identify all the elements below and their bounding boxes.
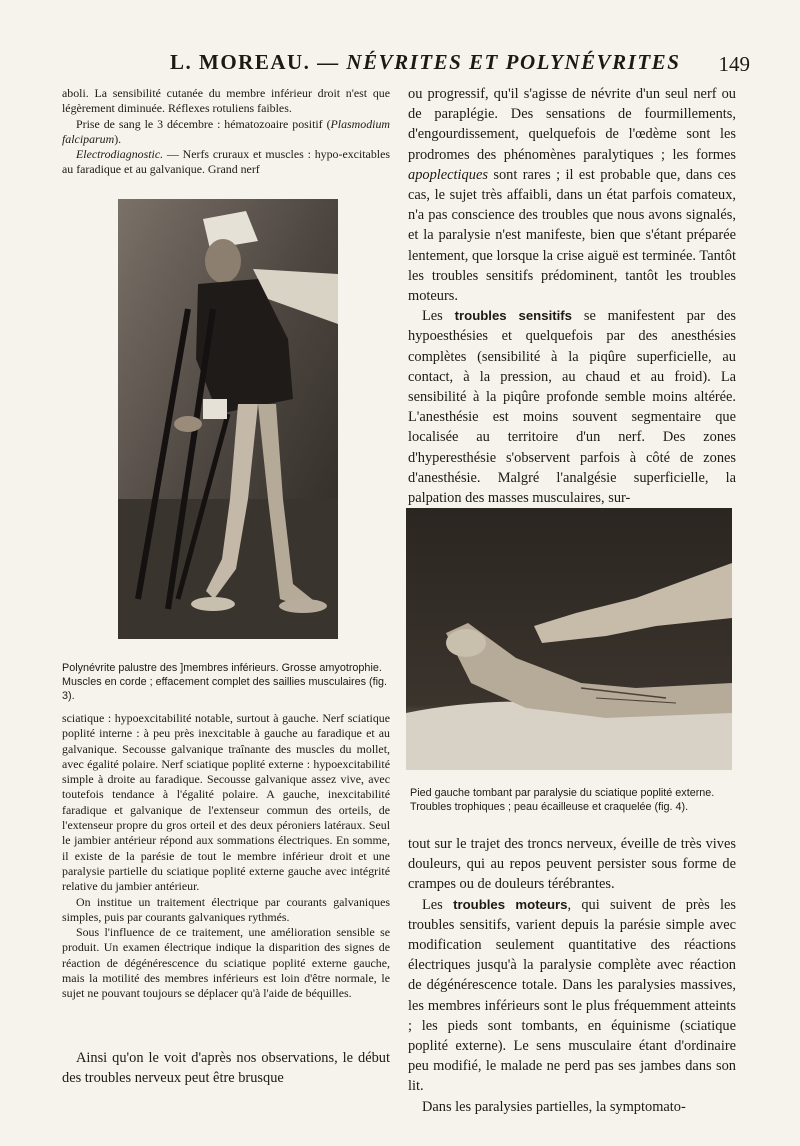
bold-term: troubles moteurs: [453, 896, 568, 912]
paragraph: Sous l'influence de ce traitement, une amélioration sensible se produit. Un examen électrique indique la disparition des signes de réaction de dégénérescence du sciatique poplité externe gauche, mais la motilité des membres inférieurs est loin d'être normale, le sujet ne pouvant toujours se déplacer qu'à l'aide de béquilles.: [62, 925, 390, 1001]
paragraph: sciatique : hypoexcitabilité notable, surtout à gauche. Nerf sciatique poplité interne : à peu près inexcitable à gauche au faradique et au galvanique. Secousse galvanique traînante des muscles du mollet, avec égalité polaire. Nerf sciatique poplité externe : hypoexcitabilité simple à droite au faradique. Secousse galvanique assez vive, avec toutefois tendance à l'égalité polaire. A gauche, inexcitabilité faradique et galvanique de l'extenseur commun des orteils, de l'extenseur propre du gros orteil et des deux péroniers latéraux. Seul le jambier antérieur répond aux sommations électriques. En somme, il existe de la parésie de tout le membre inférieur droit et une paralysie partielle du sciatique poplité externe gauche avec intégrité relative du jambier antérieur.: [62, 711, 390, 894]
right-column-top: [408, 84, 736, 508]
figure-3-caption: [62, 661, 390, 703]
header-author: L. MOREAU.: [170, 50, 311, 74]
right-column-bottom: [408, 834, 736, 1117]
paragraph: On institue un traitement électrique par courants galvaniques simples, puis par courants galvaniques rythmés.: [62, 894, 390, 924]
paragraph: ou progressif, qu'il s'agisse de névrite d'un seul nerf ou de paraplégie. Des sensations de fourmillements, d'engourdissement, quelquefois de l'œdème sont les prodromes des phénomènes paralytiques ; les formes apoplectiques sont rares ; il est probable que, dans ces cas, le sujet très affaibli, dans un état parfois comateux, n'a pas conscience des troubles que nous avons signalés, et la paralysie n'est manifeste, bien que s'étant préparée lentement, que lorsque la crise aiguë est terminée. Tantôt les troubles sensitifs prédominent, tantôt les troubles moteurs.: [408, 86, 736, 305]
left-column-conclusion: [62, 1048, 390, 1088]
header-title: NÉVRITES ET POLYNÉVRITES: [346, 50, 681, 74]
figure-4-photo: [406, 508, 732, 770]
paragraph: aboli. La sensibilité cutanée du membre inférieur droit n'est que légèrement diminuée. Réflexes rotuliens faibles.: [62, 86, 390, 116]
paragraph: Electrodiagnostic. — Nerfs cruraux et muscles : hypo-excitables au faradique et au galvanique. Grand nerf: [62, 147, 390, 177]
caption-text: Pied gauche tombant par paralysie du sciatique poplité externe. Troubles trophiques ; peau écailleuse et craquelée (fig. 4).: [410, 787, 715, 813]
paragraph: Les troubles moteurs, qui suivent de près les troubles sensitifs, varient depuis la parésie simple avec modification seulement quantitative des réactions électriques jusqu'à la paralysie complète avec réaction de dégénérescence totale. Dans les paralysies massives, les membres inférieurs sont le plus fréquemment atteints ; les pieds sont tombants, en équinisme (sciatique poplité externe). Le sens musculaire étant d'ordinaire peu modifié, le malade ne perd pas ses jambes dans son lit.: [408, 896, 736, 1095]
paragraph: Les troubles sensitifs se manifestent par des hypoesthésies et quelquefois par des anesthésies complètes (sensibilité à la piqûre superficielle, au contact, à la pression, au chaud et au froid). La sensibilité à la piqûre profonde semble moins altérée. L'anesthésie est moins souvent segmentaire que localisée au territoire d'un nerf. Des zones d'hyperesthésie s'observent parfois à côté de zones d'anesthésie. Malgré l'analgésie superficielle, la palpation des masses musculaires, sur-: [408, 308, 736, 507]
page-number: 149: [718, 52, 750, 76]
paragraph: tout sur le trajet des troncs nerveux, éveille de très vives douleurs, qui au repos peuvent persister sous forme de crampes ou de douleurs térébrantes.: [408, 836, 736, 893]
bold-term: troubles sensitifs: [454, 308, 573, 324]
figure-3-photo: [118, 199, 338, 639]
left-column-bottom: [62, 711, 390, 1002]
left-column-top: [62, 86, 390, 178]
header-dash: —: [310, 50, 347, 74]
figure-4-caption: [410, 786, 736, 814]
drop-foot-illustration: [406, 508, 732, 770]
paragraph: Prise de sang le 3 décembre : hématozoaire positif (Plasmodium falciparum).: [62, 116, 390, 146]
running-title: [170, 50, 680, 75]
running-header: [60, 50, 750, 78]
patient-with-crutches-illustration: [118, 199, 338, 639]
caption-text: Polynévrite palustre des ]membres inférieurs. Grosse amyotrophie. Muscles en corde ; effacement complet des saillies musculaires (fig. 3).: [62, 662, 388, 702]
paragraph: Ainsi qu'on le voit d'après nos observations, le début des troubles nerveux peut être brusque: [62, 1050, 390, 1087]
paragraph: Dans les paralysies partielles, la symptomato-: [422, 1098, 686, 1115]
